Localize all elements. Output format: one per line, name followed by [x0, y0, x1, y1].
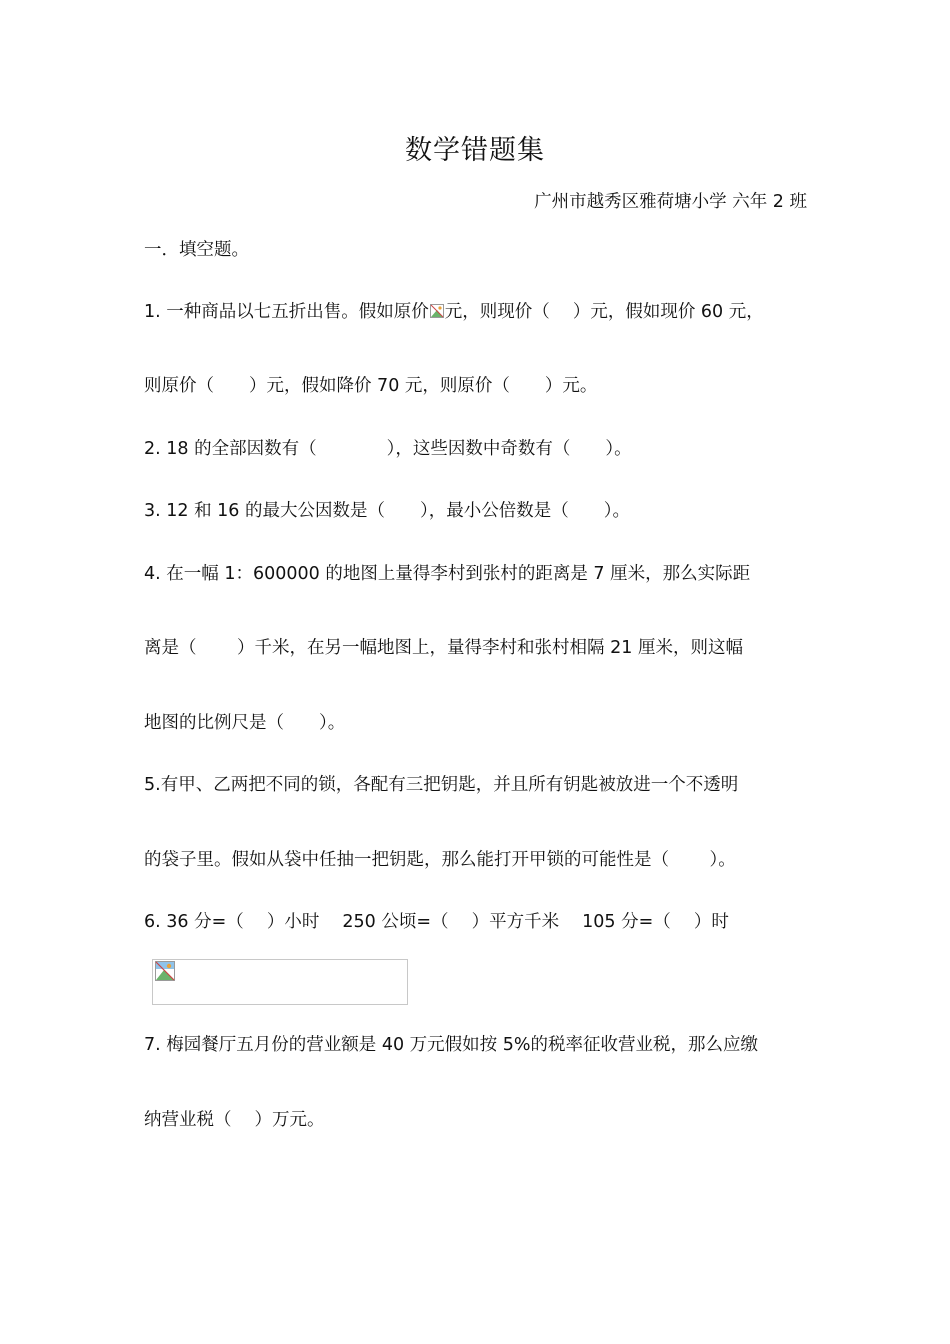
question-7-line-2: 纳营业税（ ）万元。: [144, 1110, 325, 1130]
question-4-line-3: 地图的比例尺是（ ）。: [144, 713, 346, 733]
question-1-line-2: 则原价（ ）元，假如降价 70 元，则原价（ ）元。: [144, 376, 598, 396]
question-4-line-1: 4. 在一幅 1：600000 的地图上量得李村到张村的距离是 7 厘米，那么实际距: [144, 564, 751, 584]
section-heading: 一．填空题。: [144, 240, 249, 260]
broken-image-icon: [430, 304, 444, 318]
document-title: 数学错题集: [405, 135, 545, 166]
question-7-line-1: 7. 梅园餐厅五月份的营业额是 40 万元假如按 5%的税率征收营业税，那么应缴: [144, 1035, 758, 1055]
question-3: 3. 12 和 16 的最大公因数是（ ），最小公倍数是（ ）。: [144, 501, 630, 521]
question-2: 2. 18 的全部因数有（ ），这些因数中奇数有（ ）。: [144, 439, 632, 459]
broken-image-icon: [155, 961, 175, 981]
school-class-subtitle: 广州市越秀区雅荷塘小学 六年 2 班: [534, 192, 807, 212]
question-1-text-b: 元，则现价（ ）元，假如现价 60 元，: [444, 302, 764, 322]
image-placeholder-box: [152, 959, 408, 1005]
question-1-text-a: 1. 一种商品以七五折出售。假如原价: [144, 302, 429, 322]
question-1-line-1: [144, 300, 764, 324]
question-6: 6. 36 分=（ ）小时 250 公顷=（ ）平方千米 105 分=（ ）时: [144, 912, 729, 932]
question-5-line-1: 5.有甲、乙两把不同的锁，各配有三把钥匙，并且所有钥匙被放进一个不透明: [144, 775, 739, 795]
question-5-line-2: 的袋子里。假如从袋中任抽一把钥匙，那么能打开甲锁的可能性是（ ）。: [144, 850, 736, 870]
question-4-line-2: 离是（ ）千米，在另一幅地图上，量得李村和张村相隔 21 厘米，则这幅: [144, 638, 743, 658]
